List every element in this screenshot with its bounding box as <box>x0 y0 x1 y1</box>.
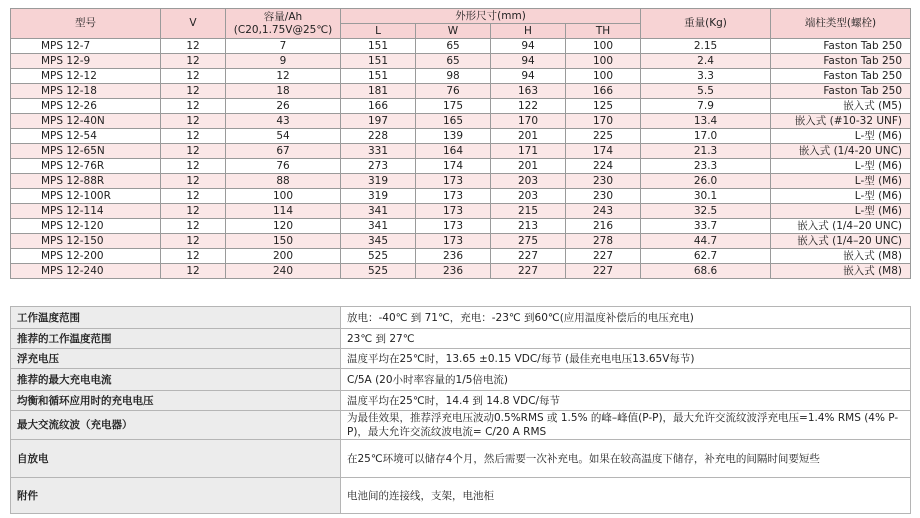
table-row <box>11 234 911 249</box>
cell-capacity: 12 <box>226 69 341 84</box>
cell-th: 100 <box>566 39 641 54</box>
cell-voltage: 12 <box>161 84 226 99</box>
cell-capacity: 67 <box>226 144 341 159</box>
cell-weight: 7.9 <box>641 99 771 114</box>
cell-voltage: 12 <box>161 69 226 84</box>
cell-w: 175 <box>416 99 491 114</box>
property-value: 为最佳效果，推荐浮充电压波动0.5%RMS 或 1.5% 的峰–峰值(P-P)，最大允许交流纹波浮充电压=1.4% RMS (4% P-P)，最大允许交流纹波电流= C/20 A RMS <box>341 411 911 440</box>
cell-weight: 13.4 <box>641 114 771 129</box>
cell-w: 173 <box>416 174 491 189</box>
cell-voltage: 12 <box>161 249 226 264</box>
cell-voltage: 12 <box>161 159 226 174</box>
cell-weight: 44.7 <box>641 234 771 249</box>
cell-th: 227 <box>566 264 641 279</box>
cell-capacity: 9 <box>226 54 341 69</box>
cell-terminal: Faston Tab 250 <box>771 39 911 54</box>
cell-voltage: 12 <box>161 219 226 234</box>
cell-th: 216 <box>566 219 641 234</box>
col-terminal-header: 端柱类型(螺栓) <box>771 9 911 39</box>
cell-h: 201 <box>491 159 566 174</box>
cell-model: MPS 12-88R <box>11 174 161 189</box>
cell-l: 228 <box>341 129 416 144</box>
cell-model: MPS 12-200 <box>11 249 161 264</box>
cell-w: 65 <box>416 39 491 54</box>
property-label: 附件 <box>11 478 341 514</box>
table-row <box>11 189 911 204</box>
col-voltage-header: V <box>161 9 226 39</box>
table-row <box>11 204 911 219</box>
battery-spec-table <box>10 8 911 279</box>
property-row <box>11 329 911 349</box>
cell-capacity: 54 <box>226 129 341 144</box>
cell-voltage: 12 <box>161 129 226 144</box>
cell-terminal: Faston Tab 250 <box>771 69 911 84</box>
cell-h: 122 <box>491 99 566 114</box>
cell-th: 243 <box>566 204 641 219</box>
cell-terminal: 嵌入式 (#10-32 UNF) <box>771 114 911 129</box>
cell-weight: 23.3 <box>641 159 771 174</box>
cell-voltage: 12 <box>161 189 226 204</box>
cell-weight: 62.7 <box>641 249 771 264</box>
col-model-header: 型号 <box>11 9 161 39</box>
cell-capacity: 240 <box>226 264 341 279</box>
cell-model: MPS 12-9 <box>11 54 161 69</box>
cell-th: 230 <box>566 189 641 204</box>
cell-w: 65 <box>416 54 491 69</box>
property-value: 电池间的连接线，支架，电池柜 <box>341 478 911 514</box>
cell-h: 203 <box>491 189 566 204</box>
col-weight-header: 重量(Kg) <box>641 9 771 39</box>
cell-weight: 30.1 <box>641 189 771 204</box>
cell-l: 341 <box>341 204 416 219</box>
property-label: 浮充电压 <box>11 349 341 369</box>
cell-h: 94 <box>491 39 566 54</box>
cell-weight: 68.6 <box>641 264 771 279</box>
cell-weight: 26.0 <box>641 174 771 189</box>
cell-w: 236 <box>416 249 491 264</box>
cell-w: 173 <box>416 219 491 234</box>
cell-capacity: 26 <box>226 99 341 114</box>
cell-h: 215 <box>491 204 566 219</box>
cell-th: 227 <box>566 249 641 264</box>
property-row <box>11 307 911 329</box>
cell-terminal: Faston Tab 250 <box>771 84 911 99</box>
cell-l: 341 <box>341 219 416 234</box>
property-value: C/5A (20小时率容量的1/5倍电流) <box>341 369 911 391</box>
cell-h: 227 <box>491 249 566 264</box>
cell-h: 227 <box>491 264 566 279</box>
property-row <box>11 391 911 411</box>
cell-l: 525 <box>341 249 416 264</box>
cell-model: MPS 12-114 <box>11 204 161 219</box>
cell-weight: 2.4 <box>641 54 771 69</box>
cell-h: 94 <box>491 69 566 84</box>
cell-weight: 33.7 <box>641 219 771 234</box>
table-row <box>11 99 911 114</box>
cell-th: 125 <box>566 99 641 114</box>
property-row <box>11 369 911 391</box>
cell-weight: 32.5 <box>641 204 771 219</box>
cell-h: 171 <box>491 144 566 159</box>
table-row <box>11 114 911 129</box>
cell-h: 275 <box>491 234 566 249</box>
properties-body <box>11 307 911 514</box>
property-label: 均衡和循环应用时的充电电压 <box>11 391 341 411</box>
cell-capacity: 114 <box>226 204 341 219</box>
table-row <box>11 39 911 54</box>
cell-model: MPS 12-54 <box>11 129 161 144</box>
cell-l: 525 <box>341 264 416 279</box>
cell-voltage: 12 <box>161 54 226 69</box>
cell-l: 181 <box>341 84 416 99</box>
spec-header-row <box>11 9 911 24</box>
cell-l: 273 <box>341 159 416 174</box>
property-value: 23℃ 到 27℃ <box>341 329 911 349</box>
cell-w: 174 <box>416 159 491 174</box>
table-row <box>11 54 911 69</box>
table-row <box>11 84 911 99</box>
property-row <box>11 440 911 478</box>
col-th-header: TH <box>566 24 641 39</box>
cell-terminal: L-型 (M6) <box>771 129 911 144</box>
capacity-header-line1: 容量/Ah <box>263 10 303 23</box>
cell-model: MPS 12-76R <box>11 159 161 174</box>
cell-l: 319 <box>341 174 416 189</box>
cell-capacity: 88 <box>226 174 341 189</box>
cell-voltage: 12 <box>161 204 226 219</box>
property-label: 最大交流纹波（充电器） <box>11 411 341 440</box>
cell-weight: 21.3 <box>641 144 771 159</box>
cell-terminal: L-型 (M6) <box>771 174 911 189</box>
cell-weight: 17.0 <box>641 129 771 144</box>
cell-l: 151 <box>341 54 416 69</box>
cell-capacity: 43 <box>226 114 341 129</box>
property-row <box>11 411 911 440</box>
table-row <box>11 69 911 84</box>
table-row <box>11 219 911 234</box>
property-value: 温度平均在25℃时，13.65 ±0.15 VDC/每节 (最佳充电电压13.65V每节) <box>341 349 911 369</box>
cell-terminal: Faston Tab 250 <box>771 54 911 69</box>
cell-model: MPS 12-65N <box>11 144 161 159</box>
cell-weight: 3.3 <box>641 69 771 84</box>
property-value: 在25℃环境可以储存4个月，然后需要一次补充电。如果在较高温度下储存，补充电的间隔时间要短些 <box>341 440 911 478</box>
cell-l: 319 <box>341 189 416 204</box>
property-row <box>11 349 911 369</box>
cell-voltage: 12 <box>161 264 226 279</box>
cell-th: 230 <box>566 174 641 189</box>
cell-th: 174 <box>566 144 641 159</box>
cell-w: 173 <box>416 189 491 204</box>
cell-terminal: L-型 (M6) <box>771 189 911 204</box>
capacity-header-line2: (C20,1.75V@25℃) <box>233 23 333 36</box>
cell-capacity: 100 <box>226 189 341 204</box>
cell-terminal: 嵌入式 (1/4–20 UNC) <box>771 234 911 249</box>
cell-capacity: 150 <box>226 234 341 249</box>
cell-model: MPS 12-26 <box>11 99 161 114</box>
cell-w: 173 <box>416 204 491 219</box>
cell-w: 173 <box>416 234 491 249</box>
cell-th: 225 <box>566 129 641 144</box>
cell-voltage: 12 <box>161 39 226 54</box>
cell-capacity: 76 <box>226 159 341 174</box>
cell-w: 139 <box>416 129 491 144</box>
property-label: 工作温度范围 <box>11 307 341 329</box>
cell-th: 100 <box>566 54 641 69</box>
cell-terminal: L-型 (M6) <box>771 159 911 174</box>
cell-h: 203 <box>491 174 566 189</box>
cell-w: 165 <box>416 114 491 129</box>
cell-terminal: 嵌入式 (M5) <box>771 99 911 114</box>
cell-voltage: 12 <box>161 99 226 114</box>
cell-model: MPS 12-240 <box>11 264 161 279</box>
cell-voltage: 12 <box>161 114 226 129</box>
cell-h: 201 <box>491 129 566 144</box>
cell-l: 197 <box>341 114 416 129</box>
cell-capacity: 120 <box>226 219 341 234</box>
table-row <box>11 129 911 144</box>
cell-model: MPS 12-150 <box>11 234 161 249</box>
cell-th: 224 <box>566 159 641 174</box>
cell-model: MPS 12-40N <box>11 114 161 129</box>
cell-l: 151 <box>341 39 416 54</box>
cell-voltage: 12 <box>161 234 226 249</box>
cell-l: 151 <box>341 69 416 84</box>
cell-l: 331 <box>341 144 416 159</box>
table-row <box>11 159 911 174</box>
cell-terminal: 嵌入式 (1/4–20 UNC) <box>771 219 911 234</box>
cell-l: 345 <box>341 234 416 249</box>
cell-terminal: 嵌入式 (M8) <box>771 249 911 264</box>
cell-l: 166 <box>341 99 416 114</box>
cell-th: 170 <box>566 114 641 129</box>
cell-w: 236 <box>416 264 491 279</box>
property-label: 自放电 <box>11 440 341 478</box>
cell-model: MPS 12-12 <box>11 69 161 84</box>
cell-weight: 2.15 <box>641 39 771 54</box>
cell-terminal: L-型 (M6) <box>771 204 911 219</box>
cell-th: 278 <box>566 234 641 249</box>
cell-terminal: 嵌入式 (M8) <box>771 264 911 279</box>
cell-h: 170 <box>491 114 566 129</box>
table-row <box>11 144 911 159</box>
col-dims-header: 外形尺寸(mm) <box>341 9 641 24</box>
cell-h: 163 <box>491 84 566 99</box>
cell-capacity: 7 <box>226 39 341 54</box>
table-row <box>11 174 911 189</box>
spec-body <box>11 39 911 279</box>
cell-weight: 5.5 <box>641 84 771 99</box>
cell-th: 100 <box>566 69 641 84</box>
cell-model: MPS 12-7 <box>11 39 161 54</box>
property-value: 放电：-40℃ 到 71℃，充电：-23℃ 到60℃(应用温度补偿后的电压充电) <box>341 307 911 329</box>
battery-properties-table <box>10 306 911 514</box>
cell-w: 98 <box>416 69 491 84</box>
property-label: 推荐的最大充电电流 <box>11 369 341 391</box>
cell-capacity: 18 <box>226 84 341 99</box>
cell-model: MPS 12-120 <box>11 219 161 234</box>
table-row <box>11 249 911 264</box>
col-w-header: W <box>416 24 491 39</box>
property-label: 推荐的工作温度范围 <box>11 329 341 349</box>
cell-model: MPS 12-18 <box>11 84 161 99</box>
property-value: 温度平均在25℃时，14.4 到 14.8 VDC/每节 <box>341 391 911 411</box>
col-h-header: H <box>491 24 566 39</box>
table-row <box>11 264 911 279</box>
cell-h: 213 <box>491 219 566 234</box>
col-capacity-header <box>226 9 341 39</box>
col-l-header: L <box>341 24 416 39</box>
cell-th: 166 <box>566 84 641 99</box>
cell-voltage: 12 <box>161 144 226 159</box>
cell-h: 94 <box>491 54 566 69</box>
cell-terminal: 嵌入式 (1/4-20 UNC) <box>771 144 911 159</box>
cell-w: 76 <box>416 84 491 99</box>
cell-voltage: 12 <box>161 174 226 189</box>
cell-capacity: 200 <box>226 249 341 264</box>
cell-model: MPS 12-100R <box>11 189 161 204</box>
property-row <box>11 478 911 514</box>
cell-w: 164 <box>416 144 491 159</box>
